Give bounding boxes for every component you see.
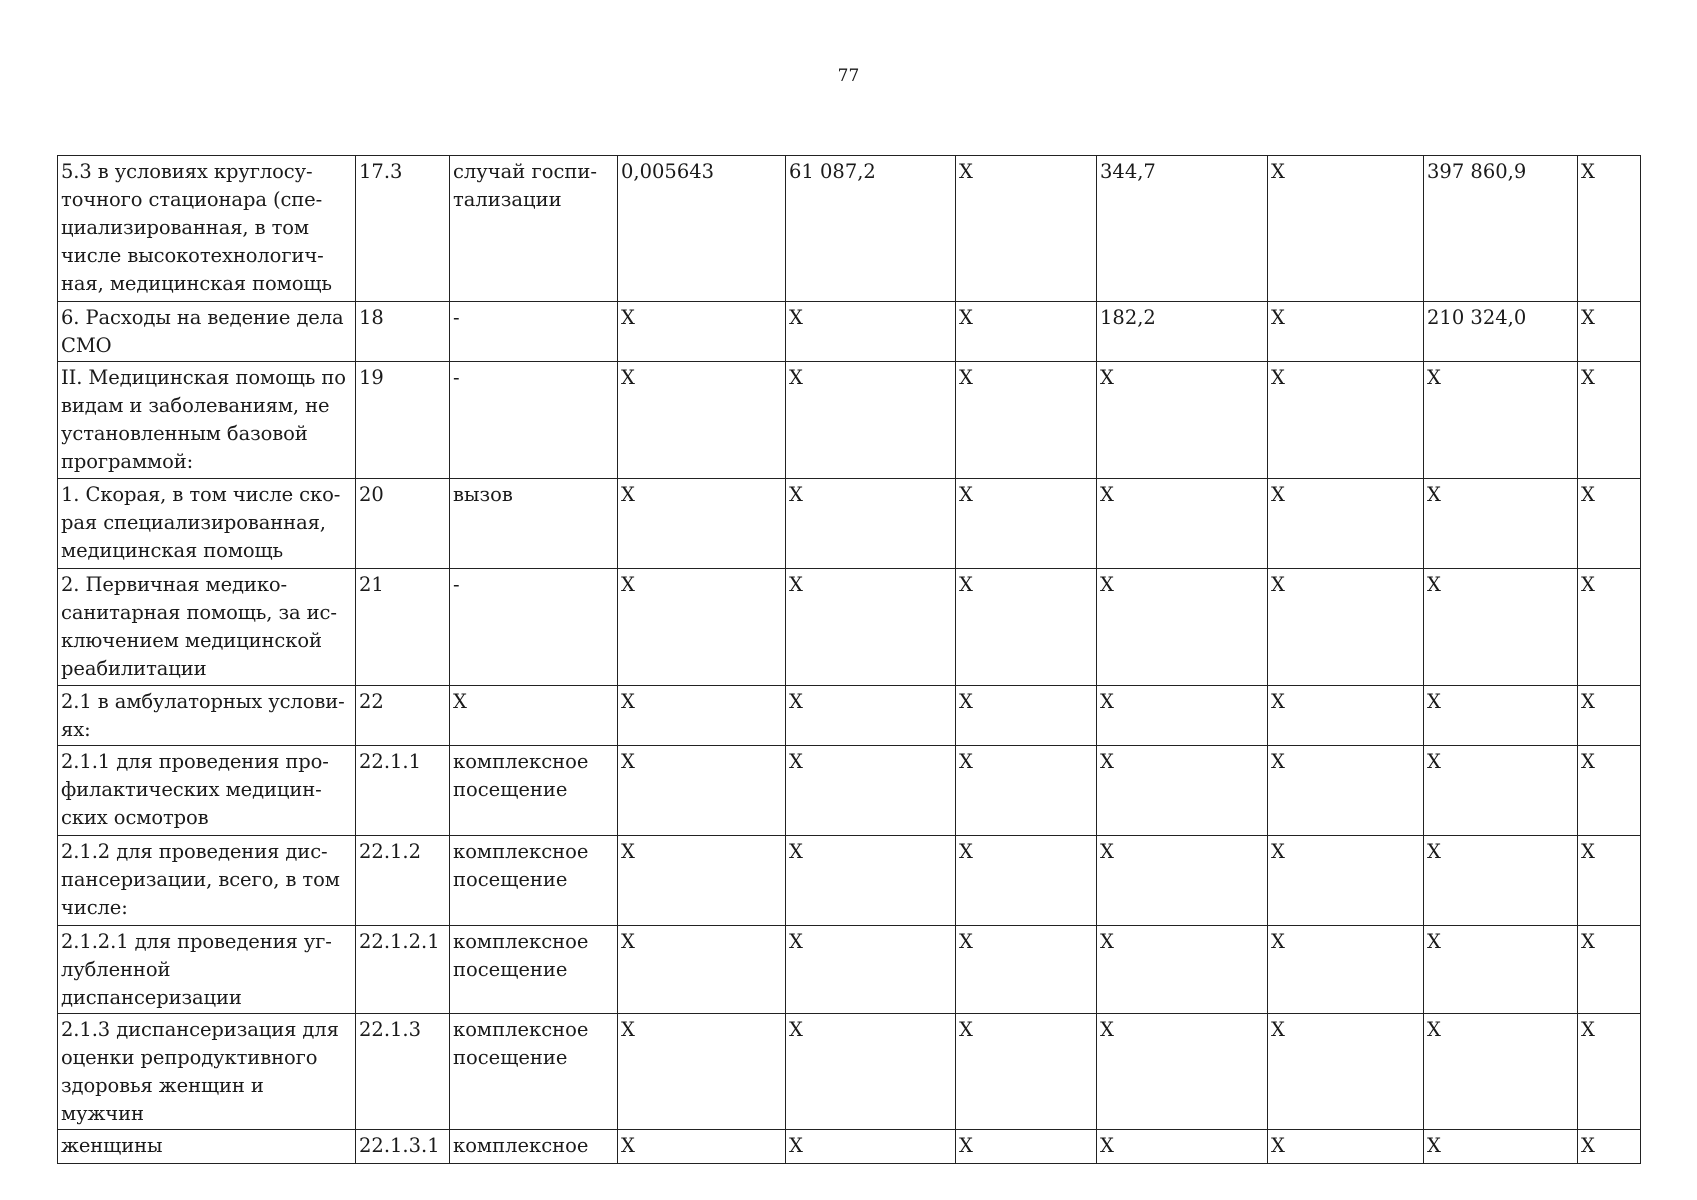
row-code-cell-text: 20: [359, 483, 384, 506]
row-value-cell-text: X: [789, 573, 803, 596]
row-name-cell: [58, 836, 356, 926]
row-value-cell: [1578, 836, 1641, 926]
row-value-cell-text: X: [1581, 160, 1595, 183]
row-value-cell-text: X: [1581, 690, 1595, 713]
row-name-cell-text: 1. Скорая, в том числе ско- рая специализированная, медицинская помощь: [61, 483, 341, 562]
row-name-cell-text: 2.1 в амбулаторных услови- ях:: [61, 690, 345, 741]
row-code-cell: [356, 569, 450, 686]
row-value-cell-text: X: [1427, 930, 1441, 953]
row-value-cell-text: X: [1271, 306, 1285, 329]
row-value-cell-text: X: [621, 306, 635, 329]
row-code-cell: [356, 156, 450, 302]
row-name-cell-text: 2.1.3 диспансеризация для оценки репродуктивного здоровья женщин и мужчин: [61, 1018, 339, 1125]
row-unit-cell: [450, 479, 618, 569]
row-value-cell: [956, 686, 1097, 746]
row-unit-cell-text: X: [453, 690, 467, 713]
row-value-cell-text: X: [1271, 366, 1285, 389]
row-unit-cell-text: -: [453, 366, 460, 389]
row-value-cell-text: X: [1271, 690, 1285, 713]
table-row: [58, 569, 1641, 686]
row-value-cell: [1097, 156, 1268, 302]
row-unit-cell-text: комплексное посещение: [453, 750, 589, 801]
row-name-cell: [58, 479, 356, 569]
row-value-cell-text: 210 324,0: [1427, 306, 1527, 329]
row-code-cell: [356, 836, 450, 926]
row-value-cell: [1268, 746, 1424, 836]
table-row: [58, 686, 1641, 746]
row-name-cell-text: 6. Расходы на ведение дела СМО: [61, 306, 344, 357]
row-value-cell-text: X: [789, 840, 803, 863]
row-value-cell: [1268, 156, 1424, 302]
row-value-cell-text: X: [1427, 1018, 1441, 1041]
row-value-cell: [1578, 479, 1641, 569]
row-value-cell-text: X: [1100, 483, 1114, 506]
row-value-cell-text: X: [959, 306, 973, 329]
row-value-cell-text: X: [1271, 1134, 1285, 1157]
data-table: [57, 155, 1641, 1164]
row-value-cell: [618, 156, 786, 302]
row-value-cell: [1578, 362, 1641, 479]
row-value-cell: [956, 1130, 1097, 1164]
row-value-cell-text: X: [789, 750, 803, 773]
page-number: 77: [837, 66, 860, 86]
row-name-cell: [58, 1130, 356, 1164]
table-row: [58, 746, 1641, 836]
row-value-cell: [618, 836, 786, 926]
row-value-cell: [786, 569, 956, 686]
row-name-cell: [58, 926, 356, 1014]
row-value-cell: [956, 569, 1097, 686]
row-value-cell-text: 182,2: [1100, 306, 1156, 329]
row-value-cell-text: X: [1581, 930, 1595, 953]
table-row: [58, 302, 1641, 362]
row-value-cell-text: X: [959, 1134, 973, 1157]
row-value-cell: [956, 479, 1097, 569]
row-name-cell-text: женщины: [61, 1134, 163, 1157]
row-value-cell: [1578, 746, 1641, 836]
row-value-cell: [1578, 569, 1641, 686]
row-value-cell-text: X: [1581, 840, 1595, 863]
row-value-cell: [618, 746, 786, 836]
row-code-cell: [356, 479, 450, 569]
row-value-cell: [956, 1014, 1097, 1130]
row-value-cell-text: X: [1100, 1018, 1114, 1041]
row-value-cell: [1268, 569, 1424, 686]
row-value-cell: [786, 1130, 956, 1164]
row-code-cell-text: 22.1.2: [359, 840, 422, 863]
row-value-cell-text: X: [1427, 1134, 1441, 1157]
row-value-cell-text: X: [789, 690, 803, 713]
row-value-cell: [1424, 302, 1578, 362]
row-value-cell: [1097, 746, 1268, 836]
row-value-cell: [956, 362, 1097, 479]
row-value-cell-text: 344,7: [1100, 160, 1156, 183]
row-name-cell: [58, 569, 356, 686]
row-value-cell-text: X: [621, 1018, 635, 1041]
row-value-cell-text: X: [1581, 366, 1595, 389]
row-value-cell: [1097, 926, 1268, 1014]
row-value-cell: [786, 836, 956, 926]
row-code-cell-text: 22.1.3: [359, 1018, 422, 1041]
row-value-cell-text: X: [1581, 1018, 1595, 1041]
row-value-cell: [956, 746, 1097, 836]
row-value-cell-text: X: [959, 840, 973, 863]
row-value-cell: [1424, 686, 1578, 746]
row-value-cell-text: X: [1100, 1134, 1114, 1157]
table-row: [58, 926, 1641, 1014]
row-value-cell-text: X: [1271, 573, 1285, 596]
row-value-cell-text: X: [789, 366, 803, 389]
row-value-cell: [1097, 302, 1268, 362]
row-unit-cell: [450, 362, 618, 479]
row-value-cell: [1424, 479, 1578, 569]
row-code-cell: [356, 302, 450, 362]
row-code-cell-text: 21: [359, 573, 384, 596]
row-value-cell-text: X: [1427, 840, 1441, 863]
row-unit-cell: [450, 1014, 618, 1130]
row-value-cell: [1268, 926, 1424, 1014]
row-value-cell: [1424, 362, 1578, 479]
row-value-cell: [786, 479, 956, 569]
row-value-cell-text: X: [1581, 750, 1595, 773]
row-value-cell-text: X: [1100, 573, 1114, 596]
row-value-cell: [1097, 836, 1268, 926]
row-name-cell: [58, 302, 356, 362]
row-value-cell: [1097, 479, 1268, 569]
row-value-cell-text: X: [1100, 840, 1114, 863]
row-value-cell-text: X: [959, 930, 973, 953]
row-unit-cell-text: случай госпи- тализации: [453, 160, 597, 211]
row-code-cell: [356, 1014, 450, 1130]
table-row: [58, 362, 1641, 479]
row-value-cell: [1097, 1014, 1268, 1130]
row-value-cell: [1424, 746, 1578, 836]
row-name-cell: [58, 156, 356, 302]
table-row: [58, 156, 1641, 302]
row-unit-cell: [450, 686, 618, 746]
row-value-cell-text: X: [1427, 750, 1441, 773]
row-name-cell: [58, 362, 356, 479]
row-value-cell: [618, 479, 786, 569]
row-code-cell-text: 22: [359, 690, 384, 713]
row-value-cell-text: X: [789, 930, 803, 953]
row-value-cell-text: X: [1271, 160, 1285, 183]
row-value-cell: [786, 156, 956, 302]
row-unit-cell-text: -: [453, 306, 460, 329]
row-value-cell: [1578, 926, 1641, 1014]
row-value-cell: [618, 926, 786, 1014]
row-value-cell-text: X: [1100, 930, 1114, 953]
row-value-cell: [1097, 1130, 1268, 1164]
row-value-cell-text: 397 860,9: [1427, 160, 1527, 183]
row-value-cell-text: X: [621, 483, 635, 506]
row-value-cell: [618, 569, 786, 686]
row-unit-cell: [450, 836, 618, 926]
row-value-cell: [786, 746, 956, 836]
row-value-cell-text: X: [1271, 840, 1285, 863]
row-unit-cell-text: вызов: [453, 483, 513, 506]
row-value-cell: [1097, 569, 1268, 686]
row-code-cell: [356, 746, 450, 836]
row-value-cell: [956, 836, 1097, 926]
row-value-cell-text: 0,005643: [621, 160, 715, 183]
row-value-cell: [1578, 686, 1641, 746]
row-value-cell: [1268, 362, 1424, 479]
row-value-cell-text: X: [1271, 483, 1285, 506]
row-value-cell-text: X: [1427, 573, 1441, 596]
row-value-cell-text: 61 087,2: [789, 160, 876, 183]
row-code-cell: [356, 686, 450, 746]
row-value-cell: [1578, 156, 1641, 302]
row-value-cell: [1268, 479, 1424, 569]
row-value-cell: [956, 156, 1097, 302]
row-value-cell: [1097, 686, 1268, 746]
row-value-cell-text: X: [789, 1134, 803, 1157]
row-value-cell: [1097, 362, 1268, 479]
row-value-cell-text: X: [621, 1134, 635, 1157]
row-unit-cell: [450, 1130, 618, 1164]
row-value-cell: [1424, 156, 1578, 302]
row-code-cell-text: 22.1.3.1: [359, 1134, 440, 1157]
row-value-cell: [1424, 1014, 1578, 1130]
row-value-cell: [956, 302, 1097, 362]
row-value-cell-text: X: [959, 366, 973, 389]
row-code-cell-text: 22.1.2.1: [359, 930, 440, 953]
row-value-cell: [618, 302, 786, 362]
row-value-cell-text: X: [621, 366, 635, 389]
data-table-container: [57, 155, 1640, 1164]
row-name-cell-text: 5.3 в условиях круглосу- точного стационара (спе- циализированная, в том числе высокотехнологич- ная, медицинская помощь: [61, 160, 332, 295]
row-value-cell: [1424, 836, 1578, 926]
table-body: [58, 156, 1641, 1164]
row-value-cell-text: X: [621, 690, 635, 713]
row-unit-cell: [450, 302, 618, 362]
row-code-cell-text: 22.1.1: [359, 750, 422, 773]
row-value-cell-text: X: [789, 483, 803, 506]
row-value-cell: [1424, 569, 1578, 686]
row-value-cell-text: X: [1100, 366, 1114, 389]
row-unit-cell-text: комплексное посещение: [453, 1018, 589, 1069]
row-value-cell: [618, 1130, 786, 1164]
row-value-cell: [1268, 686, 1424, 746]
row-unit-cell-text: комплексное посещение: [453, 930, 589, 981]
row-value-cell: [1268, 836, 1424, 926]
row-value-cell: [618, 1014, 786, 1130]
row-value-cell: [956, 926, 1097, 1014]
row-unit-cell-text: -: [453, 573, 460, 596]
row-name-cell-text: 2. Первичная медико- санитарная помощь, за ис- ключением медицинской реабилитации: [61, 573, 337, 680]
row-unit-cell: [450, 746, 618, 836]
row-value-cell-text: X: [621, 840, 635, 863]
table-row: [58, 1014, 1641, 1130]
row-unit-cell: [450, 156, 618, 302]
row-value-cell-text: X: [621, 930, 635, 953]
row-value-cell-text: X: [1271, 930, 1285, 953]
row-value-cell-text: X: [1100, 750, 1114, 773]
row-name-cell: [58, 746, 356, 836]
row-value-cell-text: X: [1581, 1134, 1595, 1157]
row-value-cell: [1578, 1014, 1641, 1130]
table-row: [58, 836, 1641, 926]
row-value-cell: [618, 686, 786, 746]
row-value-cell: [786, 686, 956, 746]
row-code-cell-text: 18: [359, 306, 384, 329]
row-value-cell: [1268, 1130, 1424, 1164]
row-value-cell-text: X: [1271, 1018, 1285, 1041]
row-name-cell: [58, 686, 356, 746]
row-value-cell: [1578, 1130, 1641, 1164]
row-value-cell-text: X: [1581, 483, 1595, 506]
row-value-cell-text: X: [959, 483, 973, 506]
row-value-cell: [1268, 302, 1424, 362]
row-value-cell: [1268, 1014, 1424, 1130]
row-name-cell-text: 2.1.2.1 для проведения уг- лубленной диспансеризации: [61, 930, 332, 1009]
row-value-cell: [786, 926, 956, 1014]
row-name-cell: [58, 1014, 356, 1130]
row-value-cell-text: X: [1427, 483, 1441, 506]
row-value-cell: [786, 302, 956, 362]
row-value-cell: [786, 362, 956, 479]
row-name-cell-text: 2.1.1 для проведения про- филактических медицин- ских осмотров: [61, 750, 329, 829]
row-unit-cell-text: комплексное посещение: [453, 840, 589, 891]
row-value-cell-text: X: [959, 690, 973, 713]
row-name-cell-text: II. Медицинская помощь по видам и заболеваниям, не установленным базовой программой:: [61, 366, 346, 473]
table-row: [58, 1130, 1641, 1164]
row-value-cell-text: X: [1581, 573, 1595, 596]
table-row: [58, 479, 1641, 569]
row-value-cell-text: X: [621, 750, 635, 773]
row-unit-cell: [450, 569, 618, 686]
row-value-cell: [618, 362, 786, 479]
row-unit-cell-text: комплексное: [453, 1134, 589, 1157]
row-value-cell-text: X: [621, 573, 635, 596]
row-value-cell-text: X: [1581, 306, 1595, 329]
row-value-cell-text: X: [1427, 366, 1441, 389]
row-value-cell-text: X: [959, 160, 973, 183]
row-unit-cell: [450, 926, 618, 1014]
row-name-cell-text: 2.1.2 для проведения дис- пансеризации, всего, в том числе:: [61, 840, 340, 919]
row-value-cell-text: X: [789, 306, 803, 329]
row-value-cell-text: X: [959, 1018, 973, 1041]
row-value-cell-text: X: [1427, 690, 1441, 713]
row-code-cell: [356, 362, 450, 479]
row-code-cell: [356, 1130, 450, 1164]
row-value-cell-text: X: [1271, 750, 1285, 773]
row-value-cell-text: X: [1100, 690, 1114, 713]
row-code-cell-text: 17.3: [359, 160, 403, 183]
row-code-cell-text: 19: [359, 366, 384, 389]
row-value-cell: [786, 1014, 956, 1130]
row-value-cell-text: X: [789, 1018, 803, 1041]
row-value-cell: [1424, 926, 1578, 1014]
row-value-cell-text: X: [959, 750, 973, 773]
row-value-cell-text: X: [959, 573, 973, 596]
row-code-cell: [356, 926, 450, 1014]
row-value-cell: [1424, 1130, 1578, 1164]
row-value-cell: [1578, 302, 1641, 362]
